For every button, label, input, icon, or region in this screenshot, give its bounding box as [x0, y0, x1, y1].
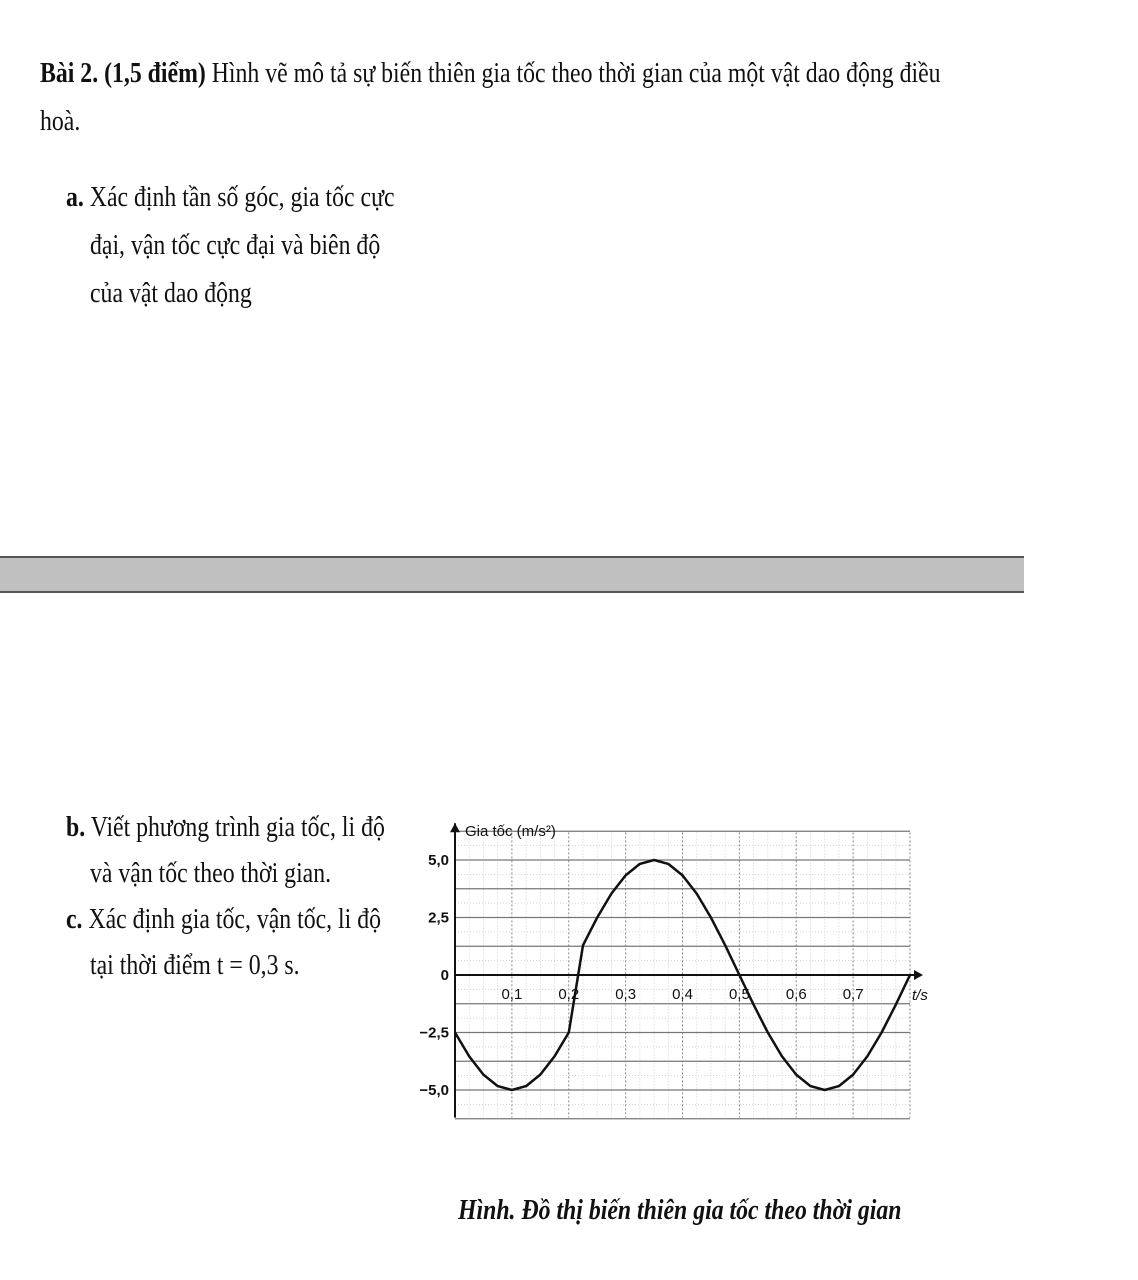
problem-text-line2: hoà. [40, 105, 81, 137]
y-axis-arrow-icon [450, 823, 460, 832]
part-b-text-line2: và vận tốc theo thời gian. [90, 857, 332, 889]
part-a-line1 [66, 180, 467, 214]
figure-caption: Hình. Đồ thị biến thiên gia tốc theo thời gian [458, 1194, 902, 1226]
problem-label: Bài 2. [40, 57, 99, 89]
part-a-line2 [90, 228, 444, 262]
part-b-line2 [90, 856, 384, 890]
chart-axes [450, 823, 923, 1117]
y-tick-label: 0 [440, 967, 449, 984]
problem-points: (1,5 điểm) [104, 57, 206, 89]
problem-text-line1: Hình vẽ mô tả sự biến thiên gia tốc theo thời gian của một vật dao động điều [205, 57, 941, 89]
x-tick-label: 0,5 [728, 986, 750, 1003]
part-c-line1 [66, 902, 450, 936]
x-axis-label: t/s [912, 987, 928, 1004]
part-a-text-line1: Xác định tần số góc, gia tốc cực [83, 181, 395, 213]
problem-heading-line2 [40, 104, 89, 138]
x-tick-label: 0,3 [615, 986, 637, 1003]
y-tick-label: 2,5 [428, 909, 449, 927]
x-tick-label: 0,7 [842, 986, 864, 1003]
problem-heading-line1 [40, 56, 1138, 90]
x-tick-label: 0,6 [785, 986, 807, 1003]
part-a-text-line2: đại, vận tốc cực đại và biên độ [90, 229, 381, 261]
y-tick-label: 5,0 [428, 852, 449, 869]
x-axis-arrow-icon [914, 970, 923, 980]
y-axis-label: Gia tốc (m/s²) [465, 823, 556, 840]
x-tick-label: 0,4 [672, 986, 693, 1003]
part-b-text-line1: Viết phương trình gia tốc, li độ [85, 811, 385, 843]
part-c-text-line1: Xác định gia tốc, vận tốc, li độ [82, 903, 381, 935]
part-a-label: a. [66, 181, 84, 213]
part-c-line2 [90, 948, 346, 982]
part-a-text-line3: của vật dao động [90, 277, 252, 309]
y-tick-label: −2,5 [419, 1024, 449, 1042]
x-tick-label: 0,1 [501, 986, 523, 1003]
x-tick-label: 0,2 [558, 986, 580, 1003]
part-c-label: c. [66, 903, 83, 935]
y-tick-label: −5,0 [419, 1082, 449, 1099]
part-b-label: b. [66, 811, 86, 843]
separator-band [0, 556, 1024, 593]
part-c-text-line2: tại thời điểm t = 0,3 s. [90, 949, 300, 981]
part-b-line1 [66, 810, 455, 844]
acceleration-chart [400, 812, 928, 1132]
part-a-line3 [90, 276, 287, 310]
